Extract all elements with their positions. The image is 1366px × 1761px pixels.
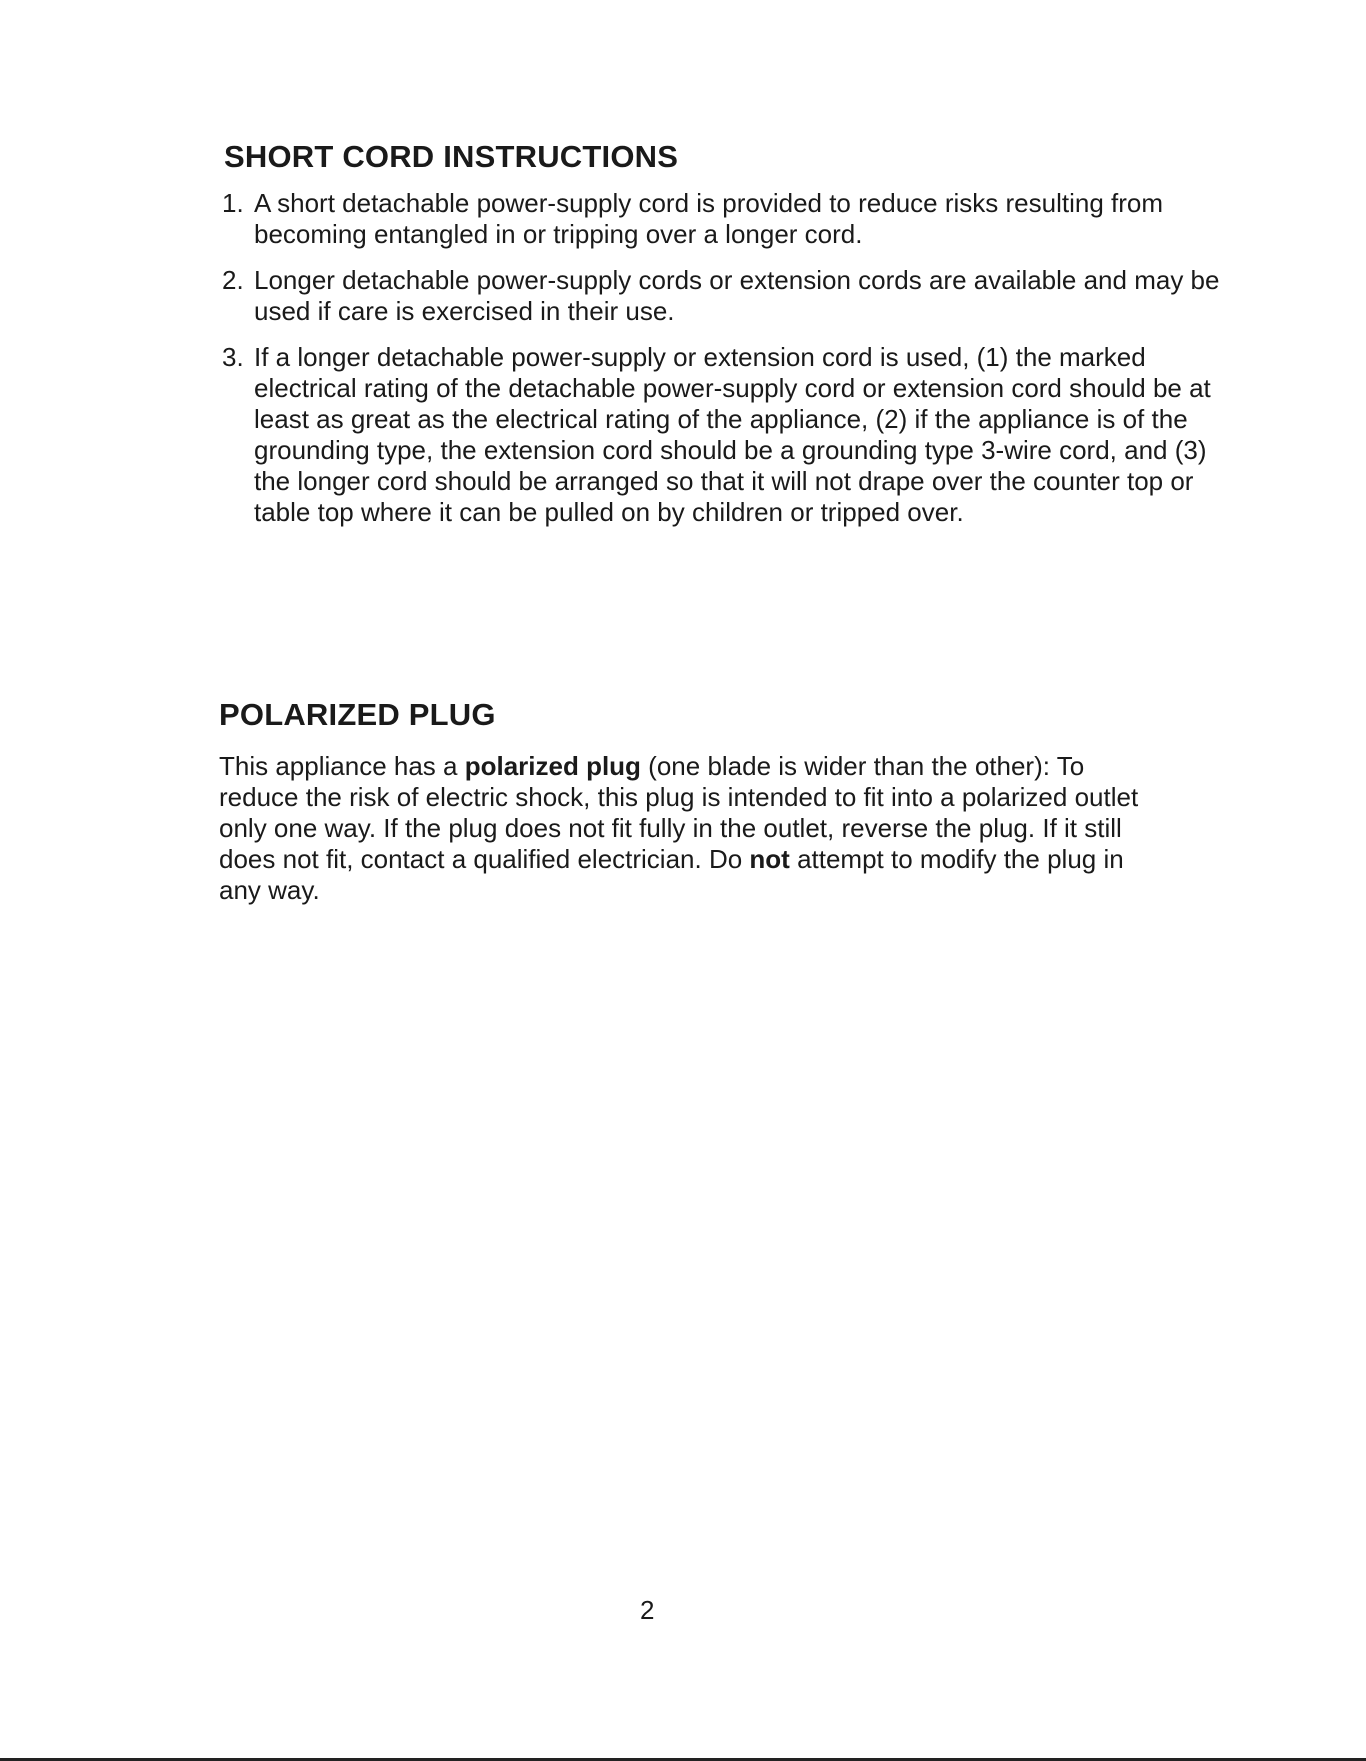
page-number: 2 [640,1595,655,1625]
list-item [222,188,1222,250]
list-item-text: If a longer detachable power-supply or extension cord is used, (1) the marked electrical rating of the detachable power-supply cord or extension cord should be at least as great as the electrical rating of the appliance, (2) if the appliance is of the grounding type, the extension cord should be a grounding type 3-wire cord, and (3) the longer cord should be arranged so that it will not drape over the counter top or table top where it can be pulled on by children or tripped over. [254,342,1211,527]
short-cord-list [222,188,1222,543]
paragraph-text: This appliance has a [219,751,465,781]
list-item-text: A short detachable power-supply cord is provided to reduce risks resulting from becoming entangled in or tripping over a longer cord. [254,188,1163,249]
polarized-plug-paragraph [219,751,1139,906]
list-item [222,265,1222,327]
paragraph-text: attempt to modify the plug in any way. [219,844,1124,905]
emphasis-polarized-plug: polarized plug [464,751,641,781]
short-cord-heading: SHORT CORD INSTRUCTIONS [224,139,679,174]
list-item-text: Longer detachable power-supply cords or extension cords are available and may be used if care is exercised in their use. [254,265,1220,326]
list-item-number: 3. [222,342,244,372]
list-item [222,342,1222,528]
list-item-number: 2. [222,265,244,295]
list-item-number: 1. [222,188,244,218]
polarized-plug-heading: POLARIZED PLUG [219,697,496,732]
paragraph-text: (one blade is wider than the other): To reduce the risk of electric shock, this plug is intended to fit into a polarized outlet only one way. If the plug does not fit fully in the outlet, reverse the plug. If it still does not fit, contact a qualified electrician. Do [219,751,1139,874]
emphasis-not: not [749,844,790,874]
